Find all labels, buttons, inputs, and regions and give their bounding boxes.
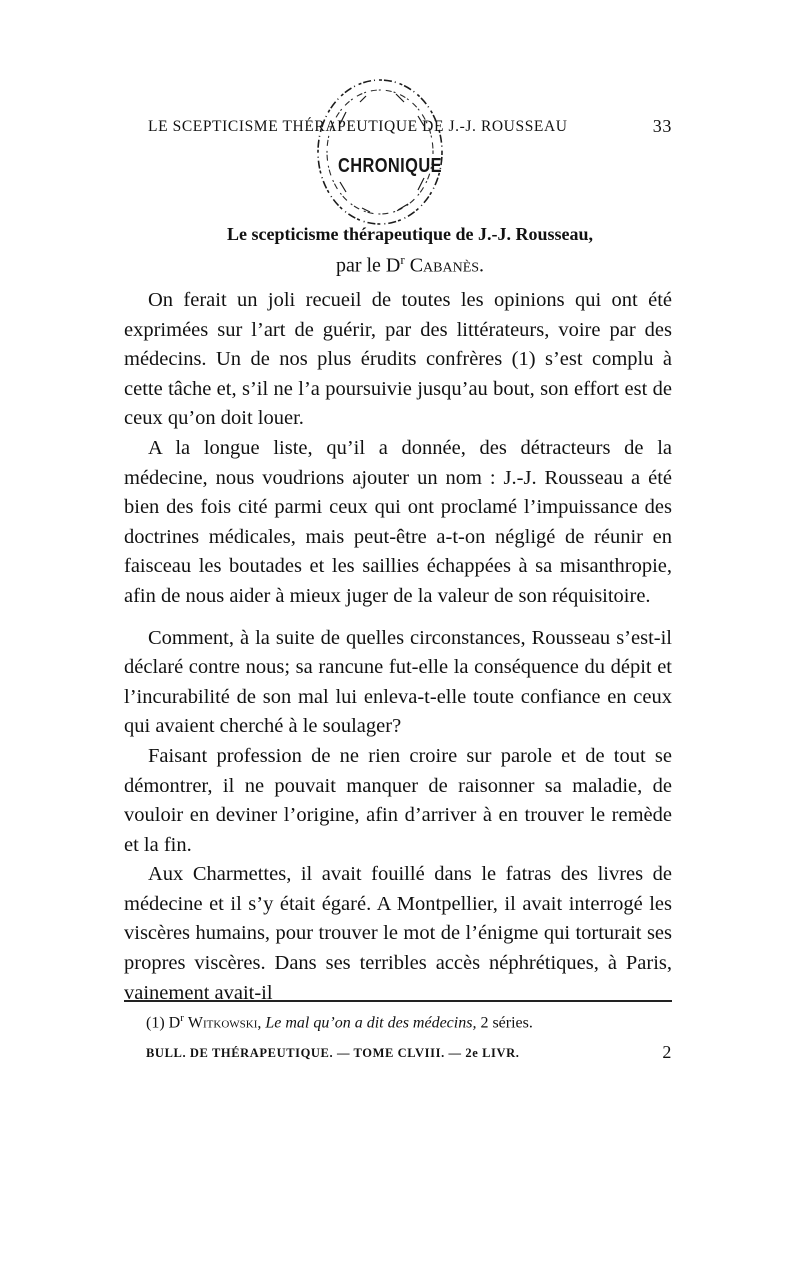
- byline: [148, 252, 672, 278]
- article-title: Le scepticisme thérapeutique de J.-J. Rousseau,: [227, 224, 593, 244]
- footnote-details: 2 séries.: [480, 1014, 533, 1032]
- signature-text: BULL. DE THÉRAPEUTIQUE. — TOME CLVIII. — 2e LIVR.: [146, 1046, 520, 1060]
- byline-prefix: par le D: [335, 254, 401, 277]
- paragraph-4: Faisant profession de ne rien croire sur parole et de tout se démontrer, il ne pouvait manquer de raisonner sa maladie, de vouloir en deviner l’origine, afin d’arriver à en trouver le remède et la fin.: [124, 744, 672, 856]
- stamp-seal-icon: [300, 72, 470, 232]
- byline-superscript: r: [400, 252, 405, 267]
- article-body: [124, 286, 672, 1008]
- footnote-work-title: Le mal qu’on a dit des médecins,: [265, 1014, 477, 1032]
- footnote-number: (1): [146, 1014, 165, 1032]
- paragraph-3: Comment, à la suite de quelles circonstances, Rousseau s’est-il déclaré contre nous; sa rancune fut-elle la conséquence du dépit et l’incurabilité de son mal lui enleva-t-elle toute confiance en ceux qui avaient cherché à le soulager?: [124, 626, 672, 738]
- paragraph-5: Aux Charmettes, il avait fouillé dans le fatras des livres de médecine et il s’y était égaré. A Montpellier, il avait interrogé les viscères humains, pour trouver le mot de l’énigme qui torturait ses propres viscères. Dans ses terribles accès néphrétiques, à Paris, vainement avait-il: [124, 863, 672, 1004]
- page-number: 33: [652, 116, 672, 136]
- paragraph-1: On ferait un joli recueil de toutes les opinions qui ont été exprimées sur l’art de guérir, par des littérateurs, voire par des médecins. Un de nos plus érudits confrères (1) s’est complu à cette tâche et, s’il ne l’a poursuivie jusqu’au bout, son effort est de ceux qu’on doit louer.: [124, 289, 672, 430]
- footnote: [146, 1012, 672, 1032]
- footnote-author-prefix: D: [168, 1014, 181, 1032]
- paragraph-2: A la longue liste, qu’il a donnée, des détracteurs de la médecine, nous voudrions ajouter un nom : J.-J. Rousseau a été bien des fois cité parmi ceux qui ont proclamé l’impuissance des doctrines médicales, mais peut-être a-t-on négligé de réunir en faisceau les boutades et les saillies échappées à sa misanthropie, afin de nous aider à mieux juger de la valeur de son réquisitoire.: [124, 436, 672, 607]
- footnote-divider: [124, 1000, 672, 1002]
- stamp-text: CHRONIQUE: [338, 155, 442, 177]
- library-stamp: [300, 72, 470, 232]
- footnote-author: Witkowski,: [187, 1014, 262, 1032]
- signature-mark: 2: [662, 1042, 672, 1062]
- signature-line: [146, 1042, 672, 1066]
- byline-author: Cabanès.: [409, 254, 485, 277]
- running-title: LE SCEPTICISME THÉRAPEUTIQUE DE J.-J. ROUSSEAU: [148, 118, 568, 135]
- footnote-author-superscript: r: [180, 1012, 184, 1024]
